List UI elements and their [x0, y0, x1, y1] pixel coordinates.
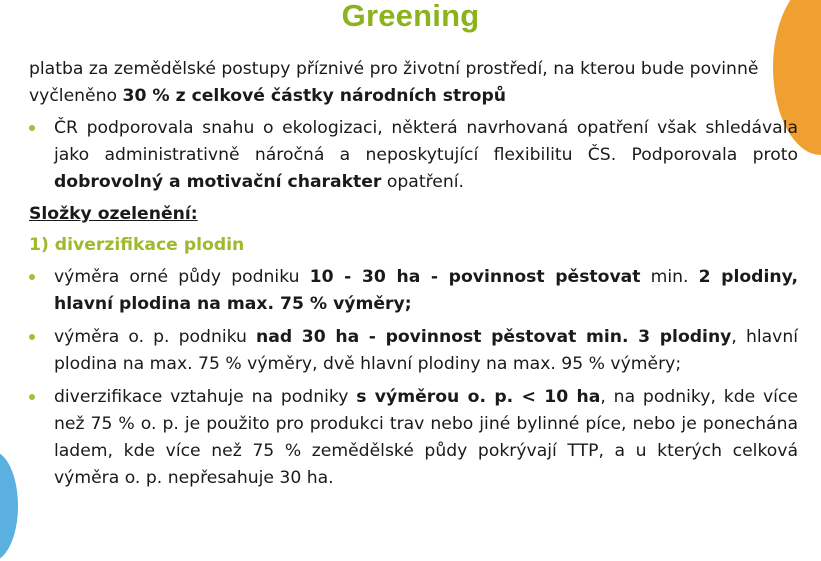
bullet-bold-text: s výměrou o. p. < 10 ha — [356, 387, 601, 407]
bullet-text: ČR podporovala snahu o ekologizaci, některá navrhovaná opatření však shledávala jako administrativně náročná a neposkytující flexibilitu ČS. Podporovala proto — [54, 118, 798, 165]
intro-text: platba za zemědělské postupy příznivé pro životní prostředí, na kterou bude povinně vyčleněno — [29, 59, 759, 106]
bullet-text: min. — [640, 267, 699, 287]
subheading-crop-diversification: 1) diverzifikace plodin — [29, 235, 245, 255]
bullet-item-exemptions — [29, 384, 798, 492]
bullet-text: výměra o. p. podniku — [54, 327, 257, 347]
bullet-text: , hlavní plodina na max. 75 % výměry, dvě hlavní plodiny na max. 95 % výměry; — [54, 327, 798, 374]
bullet-bold-text: nad 30 ha - povinnost pěstovat min. 3 plodiny — [256, 327, 732, 347]
bullet-text: výměra orné půdy podniku — [54, 267, 310, 287]
blue-corner-decoration — [0, 451, 18, 561]
bullet-bold-text: 2 plodiny, hlavní plodina na max. 75 % výměry; — [54, 267, 798, 314]
policy-bullet-list — [29, 115, 798, 196]
bullet-bold-text: 10 - 30 ha - povinnost pěstovat — [309, 267, 641, 287]
bullet-text: diverzifikace vztahuje na podniky — [54, 387, 357, 407]
section-heading: Složky ozelenění: — [29, 204, 198, 224]
intro-paragraph — [29, 56, 798, 110]
bullet-item-over-30-ha — [29, 324, 798, 378]
slide-title: Greening — [341, 0, 480, 33]
intro-bold-text: 30 % z celkové částky národních stropů — [122, 86, 507, 106]
bullet-text: opatření. — [381, 172, 464, 192]
bullet-bold-text: dobrovolný a motivační charakter — [54, 172, 382, 192]
bullet-item-cr-position — [29, 115, 798, 196]
bullet-text: , na podniky, kde více než 75 % o. p. je použito pro produkci trav nebo jiné bylinné píce, nebo je ponechána ladem, kde více než 75 % zemědělské půdy pokrývají TTP, a u kterých celková výměra o. p. nepřesahuje 30 ha. — [54, 387, 798, 488]
diversification-bullet-list — [29, 264, 798, 492]
bullet-item-10-30-ha — [29, 264, 798, 318]
slide-content — [29, 56, 798, 498]
